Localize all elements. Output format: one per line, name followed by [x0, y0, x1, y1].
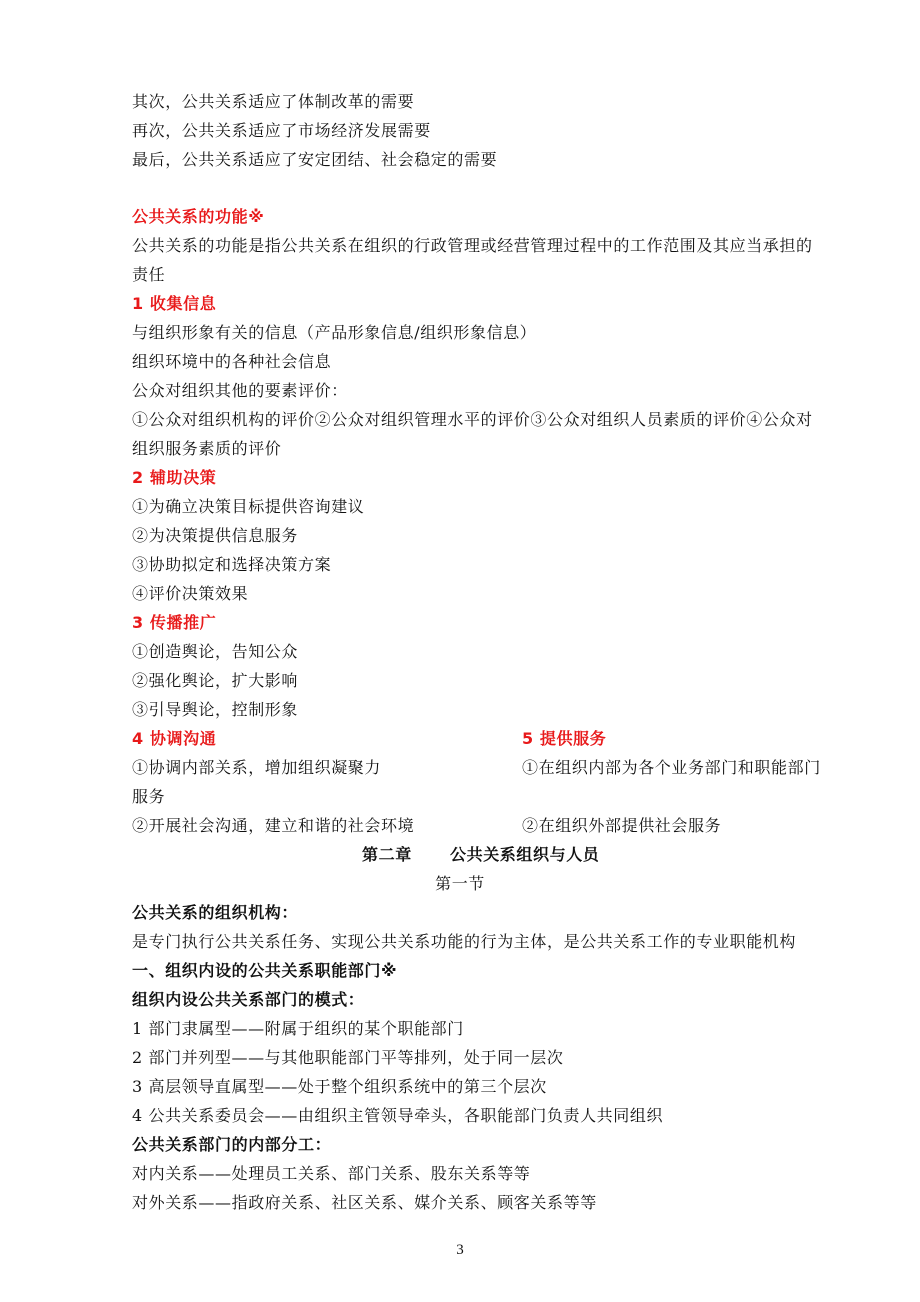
- function-3-title: 3 传播推广: [132, 613, 217, 632]
- function-3-line: ③引导舆论，控制形象: [132, 700, 299, 719]
- division-item: 对外关系——指政府关系、社区关系、媒介关系、顾客关系等等: [132, 1193, 597, 1212]
- mode-item: 3 高层领导直属型——处于整个组织系统中的第三个层次: [132, 1077, 547, 1096]
- org-definition: 是专门执行公共关系任务、实现公共关系功能的行为主体，是公共关系工作的专业职能机构: [132, 932, 797, 951]
- functions-heading: 公共关系的功能※: [132, 207, 265, 226]
- functions-definition-line-1: 公共关系的功能是指公共关系在组织的行政管理或经营管理过程中的工作范围及其应当承担的: [132, 236, 813, 255]
- function-1-line: ①公众对组织机构的评价②公众对组织管理水平的评价③公众对组织人员素质的评价④公众对: [132, 410, 813, 429]
- mode-item: 2 部门并列型——与其他职能部门平等排列，处于同一层次: [132, 1048, 564, 1067]
- function-4-line: ①协调内部关系，增加组织凝聚力: [132, 758, 382, 777]
- function-2-line: ②为决策提供信息服务: [132, 526, 299, 545]
- function-1-line: 与组织形象有关的信息（产品形象信息/组织形象信息）: [132, 323, 537, 342]
- mode-item: 4 公共关系委员会——由组织主管领导牵头，各职能部门负责人共同组织: [132, 1106, 664, 1125]
- org-heading: 公共关系的组织机构：: [132, 903, 299, 922]
- page-number: 3: [456, 1242, 464, 1258]
- intro-line-2: 再次，公共关系适应了市场经济发展需要: [132, 121, 431, 140]
- function-4-line: ②开展社会沟通，建立和谐的社会环境: [132, 816, 415, 835]
- function-3-line: ①创造舆论，告知公众: [132, 642, 299, 661]
- functions-definition-line-2: 责任: [132, 265, 166, 284]
- function-1-line: 组织环境中的各种社会信息: [132, 352, 332, 371]
- division-item: 对内关系——处理员工关系、部门关系、股东关系等等: [132, 1164, 531, 1183]
- function-5-title: 5 提供服务: [522, 729, 607, 748]
- mode-item: 1 部门隶属型——附属于组织的某个职能部门: [132, 1019, 464, 1038]
- intro-line-3: 最后，公共关系适应了安定团结、社会稳定的需要: [132, 150, 498, 169]
- function-2-line: ④评价决策效果: [132, 584, 249, 603]
- function-5-line: ②在组织外部提供社会服务: [522, 816, 722, 835]
- function-4-title: 4 协调沟通: [132, 729, 217, 748]
- chapter-title: 公共关系组织与人员: [450, 845, 600, 864]
- function-2-title: 2 辅助决策: [132, 468, 217, 487]
- modes-heading: 组织内设公共关系部门的模式：: [132, 990, 365, 1009]
- function-1-line: 组织服务素质的评价: [132, 439, 282, 458]
- function-2-line: ③协助拟定和选择决策方案: [132, 555, 332, 574]
- function-3-line: ②强化舆论，扩大影响: [132, 671, 299, 690]
- intro-line-1: 其次，公共关系适应了体制改革的需要: [132, 92, 415, 111]
- function-1-line: 公众对组织其他的要素评价：: [132, 381, 348, 400]
- org-subheading: 一、组织内设的公共关系职能部门※: [132, 961, 398, 980]
- section-title: 第一节: [435, 874, 485, 893]
- chapter-number: 第二章: [362, 845, 412, 864]
- division-heading: 公共关系部门的内部分工：: [132, 1135, 332, 1154]
- function-1-title: 1 收集信息: [132, 294, 217, 313]
- function-5-line: ①在组织内部为各个业务部门和职能部门: [522, 758, 821, 777]
- function-5-line-wrap: 服务: [132, 787, 166, 806]
- function-2-line: ①为确立决策目标提供咨询建议: [132, 497, 365, 516]
